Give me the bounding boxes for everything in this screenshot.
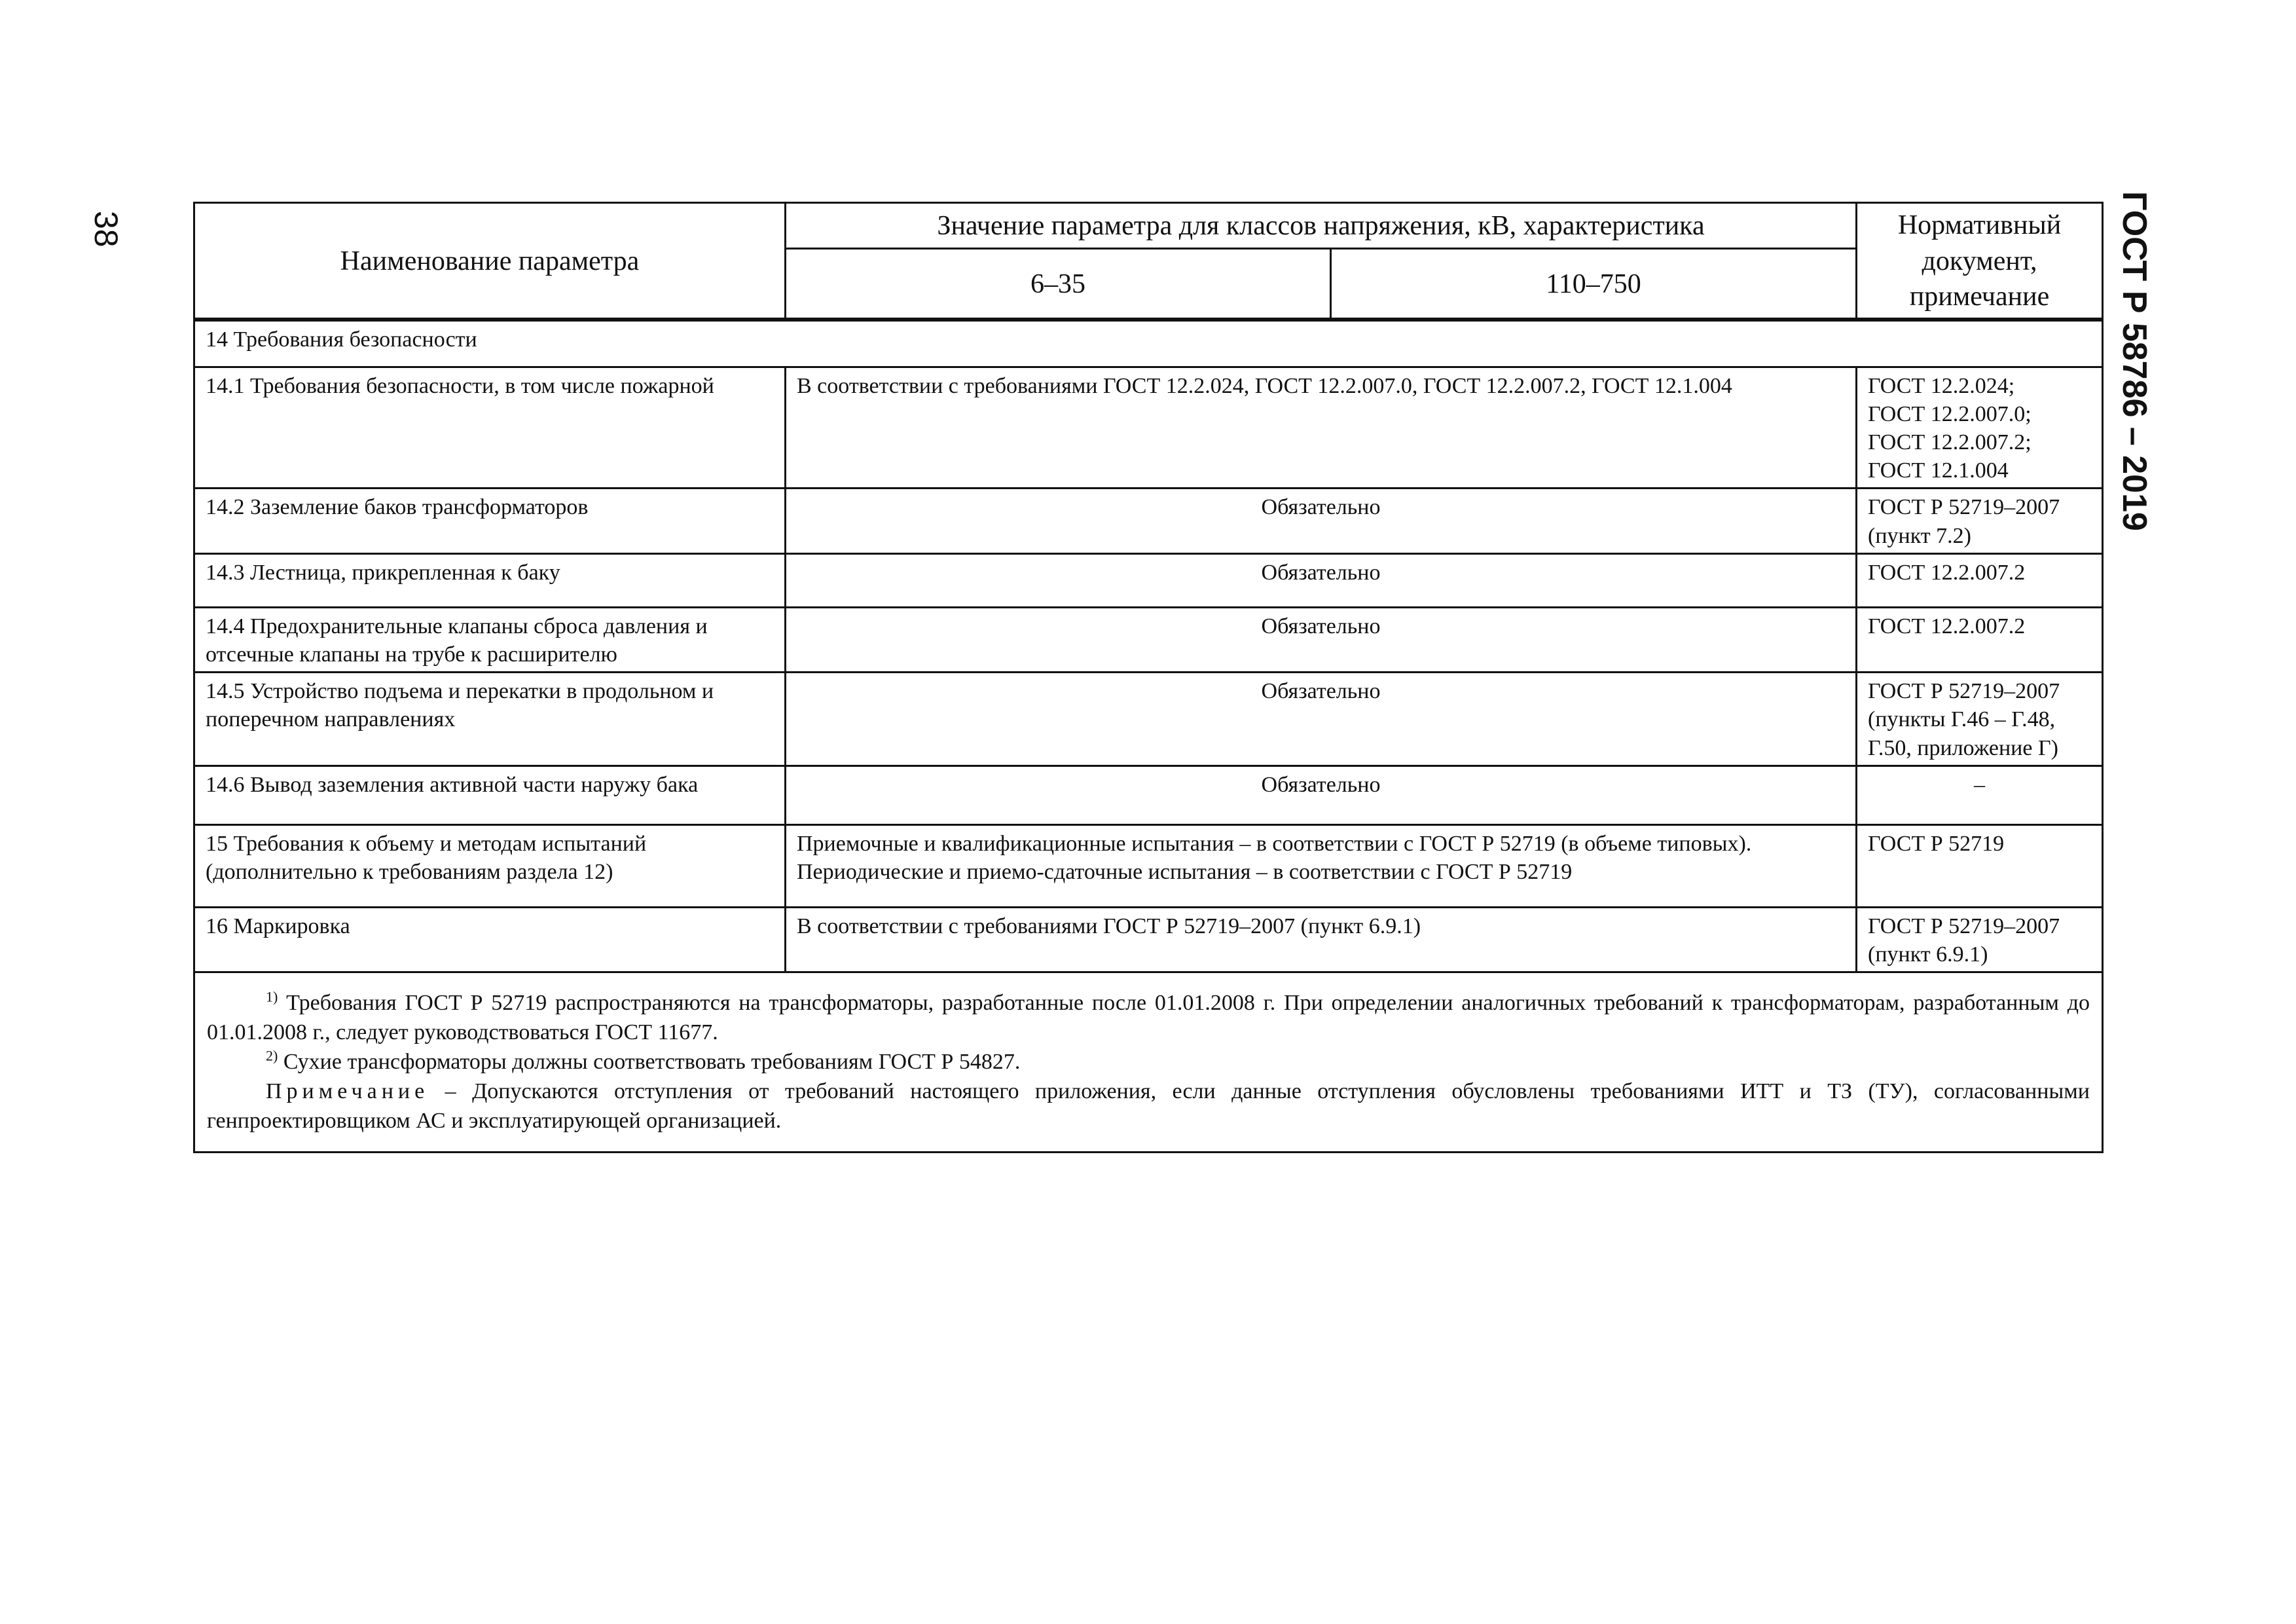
footnote-text: Требования ГОСТ Р 52719 распространяются на трансформаторы, разработанные после 01.01.2008 г. При определении аналогичных требований к трансформаторам, разработанным до 01.01.2008 г., следует руководствоваться ГОСТ 11677. [207,991,2090,1044]
norm-line: ГОСТ 12.2.007.2; [1868,430,2032,455]
row-param-name: 16 Маркировка [194,907,786,972]
row-norm-doc [1857,907,2103,972]
row-param-name: 14.1 Требования безопасности, в том числе пожарной [194,367,786,489]
norm-line: – [1974,772,1985,797]
norm-line: (пункт 6.9.1) [1868,942,1988,967]
header-col-6-35: 6–35 [786,249,1331,320]
row-param-name: 14.3 Лестница, прикрепленная к баку [194,553,786,607]
footnote-mark: 2) [266,1047,278,1064]
norm-line: ГОСТ 12.1.004 [1868,458,2009,483]
footnote-2 [207,1048,2090,1077]
row-param-name: 15 Требования к объему и методам испытаний (дополнительно к требованиям раздела 12) [194,824,786,907]
table-row-section-14 [194,320,2103,367]
row-norm-doc [1857,367,2103,489]
row-norm-doc [1857,553,2103,607]
norm-line: (пункт 7.2) [1868,523,1971,548]
table-row [194,367,2103,489]
row-norm-doc [1857,489,2103,553]
requirements-table [193,202,2104,1153]
header-norm-doc: Нормативный документ, примечание [1857,203,2103,320]
row-value: Обязательно [786,673,1857,766]
footnote-text: Сухие трансформаторы должны соответствовать требованиям ГОСТ Р 54827. [283,1049,1021,1074]
norm-line: ГОСТ 12.2.007.2 [1868,614,2026,638]
table-row [194,766,2103,824]
row-value: Обязательно [786,489,1857,553]
table-row [194,824,2103,907]
page-number: 38 [88,211,124,248]
norm-line: ГОСТ Р 52719 [1868,831,2005,856]
row-param-name: 14.5 Устройство подъема и перекатки в продольном и поперечном направлениях [194,673,786,766]
header-col-110-750: 110–750 [1331,249,1857,320]
table-row [194,673,2103,766]
table-row [194,907,2103,972]
norm-line: (пункты Г.46 – Г.48, [1868,707,2056,732]
norm-line: ГОСТ 12.2.007.0; [1868,401,2032,426]
value-line: Периодические и приемо-сдаточные испытания – в соответствии с ГОСТ Р 52719 [797,859,1573,884]
row-norm-doc [1857,673,2103,766]
header-param-name: Наименование параметра [194,203,786,320]
footnotes-block [194,972,2103,1153]
table-header [194,203,2103,320]
row-value: Обязательно [786,553,1857,607]
row-param-name: 14.6 Вывод заземления активной части наружу бака [194,766,786,824]
row-param-name: 14.2 Заземление баков трансформаторов [194,489,786,553]
row-value: Обязательно [786,607,1857,672]
note-label: Примечание [266,1079,429,1103]
table-row [194,489,2103,553]
norm-line: ГОСТ Р 52719–2007 [1868,495,2060,520]
footnote-1 [207,989,2090,1048]
row-norm-doc [1857,824,2103,907]
row-norm-doc [1857,607,2103,672]
section-title: 14 Требования безопасности [194,320,2103,367]
table-row-footnotes [194,972,2103,1153]
norm-line: ГОСТ Р 52719–2007 [1868,679,2060,704]
row-value [786,824,1857,907]
table-row [194,553,2103,607]
norm-line: ГОСТ 12.2.024; [1868,373,2015,398]
norm-line: Г.50, приложение Г) [1868,735,2058,760]
row-param-name: 14.4 Предохранительные клапаны сброса давления и отсечные клапаны на трубе к расширителю [194,607,786,672]
footnote-mark: 1) [266,988,278,1005]
norm-line: ГОСТ Р 52719–2007 [1868,913,2060,938]
header-value-group: Значение параметра для классов напряжения, кВ, характеристика [786,203,1857,249]
note-text: – Допускаются отступления от требований настоящего приложения, если данные отступления обусловлены требованиями ИТТ и ТЗ (ТУ), согласованными генпроектировщиком АС и эксплуатирующей организацией. [207,1079,2090,1133]
row-value: В соответствии с требованиями ГОСТ Р 52719–2007 (пункт 6.9.1) [786,907,1857,972]
value-line: Приемочные и квалификационные испытания – в соответствии с ГОСТ Р 52719 (в объеме типовых). [797,831,1752,856]
row-value: Обязательно [786,766,1857,824]
table-row [194,607,2103,672]
norm-line: ГОСТ 12.2.007.2 [1868,560,2026,585]
document-id-header: ГОСТ Р 58786 – 2019 [2115,191,2153,531]
row-value: В соответствии с требованиями ГОСТ 12.2.024, ГОСТ 12.2.007.0, ГОСТ 12.2.007.2, ГОСТ 12.1.004 [786,367,1857,489]
table-note [207,1077,2090,1136]
row-norm-doc [1857,766,2103,824]
